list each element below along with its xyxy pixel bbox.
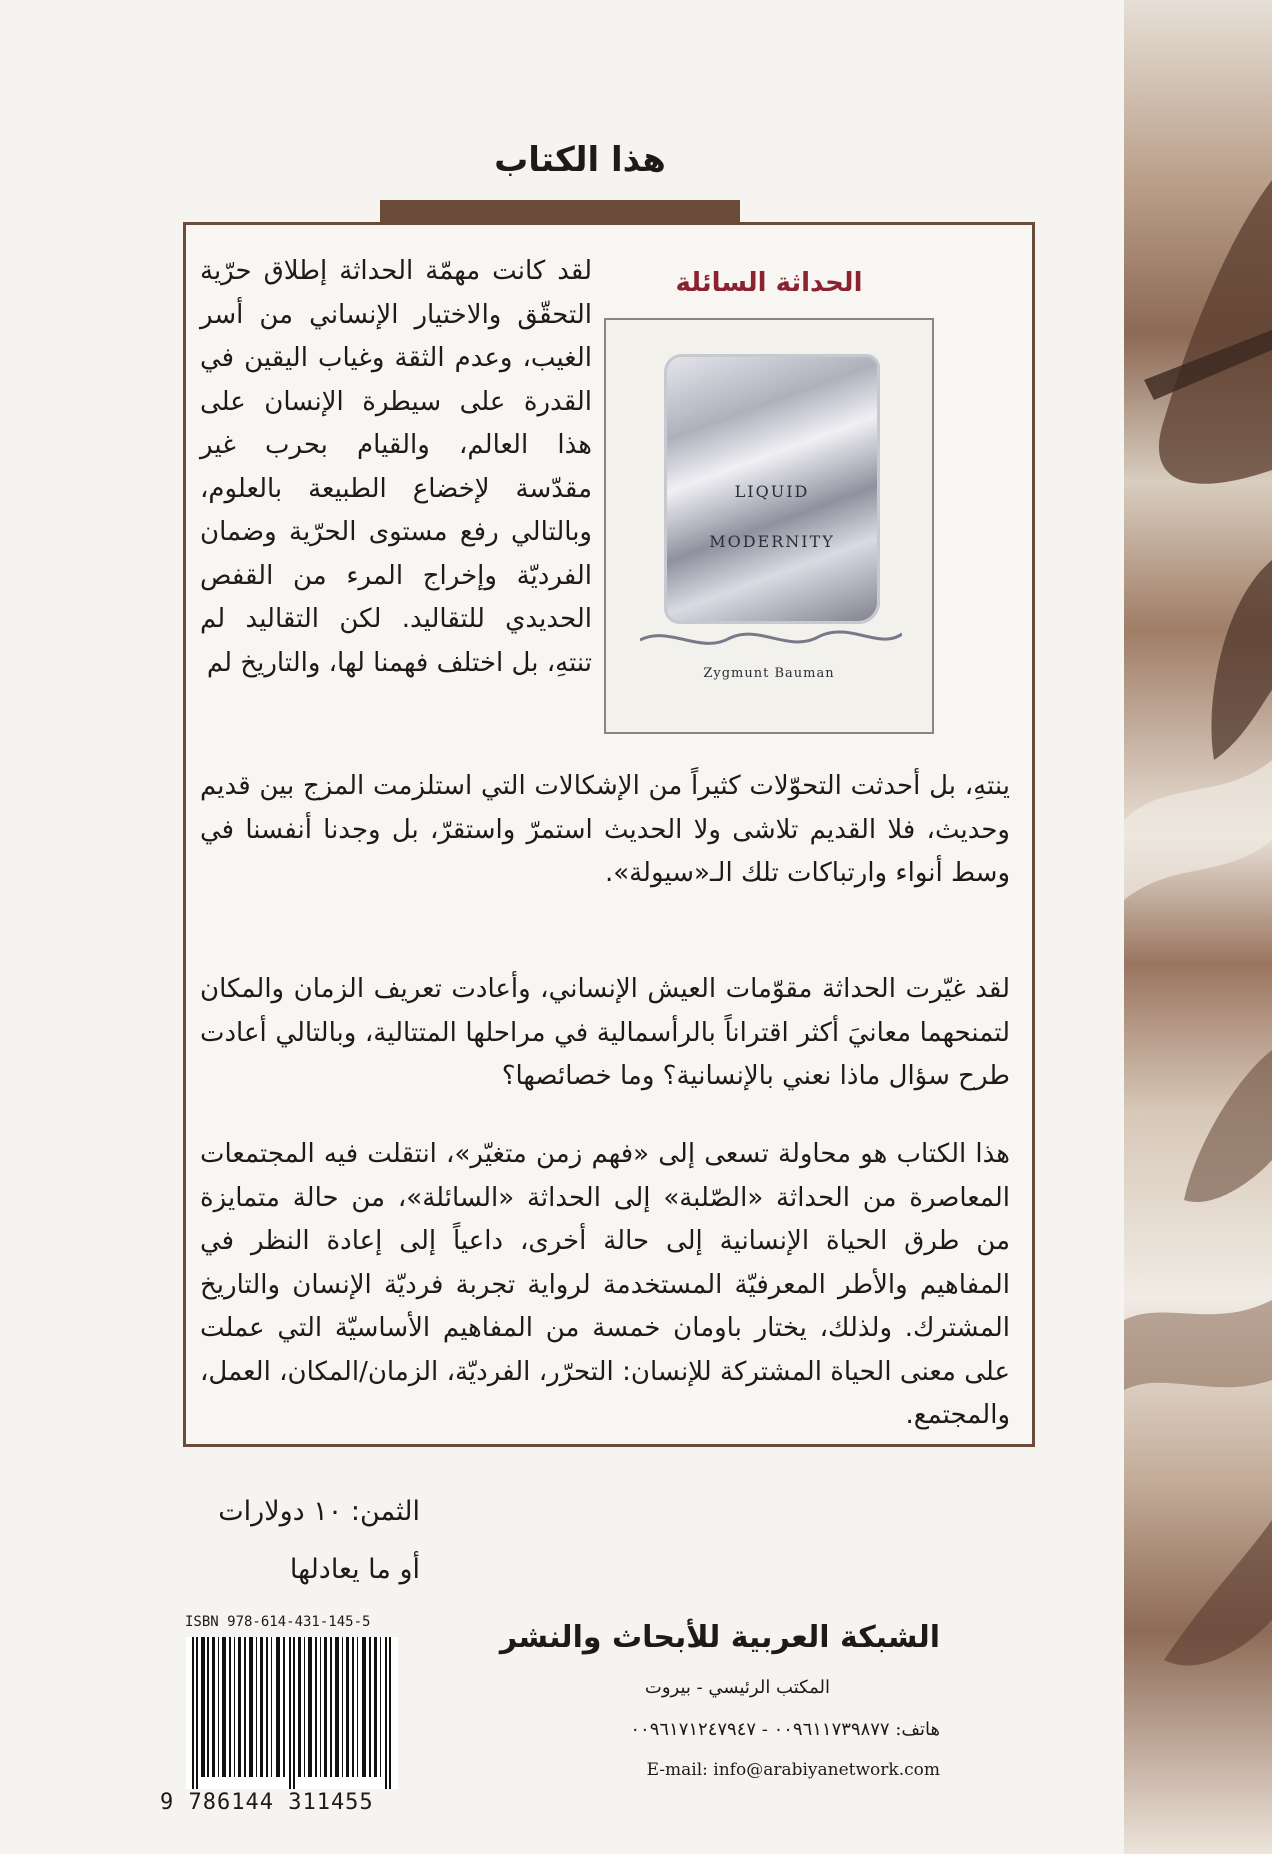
cover-english-title-line2: MODERNITY [709, 532, 835, 551]
publisher-office: المكتب الرئيسي - بيروت [644, 1677, 830, 1698]
cover-author: Zygmunt Bauman [703, 666, 835, 681]
cover-english-title-line1: LIQUID [734, 482, 810, 501]
cover-artwork-strip [1124, 0, 1272, 1854]
isbn-label: ISBN 978-614-431-145-5 [185, 1614, 371, 1630]
price-line: الثمن: ١٠ دولارات [218, 1496, 420, 1527]
barcode [186, 1637, 398, 1789]
artwork-illustration [1124, 0, 1272, 1854]
water-wave-illustration [640, 620, 902, 660]
price-equivalent-line: أو ما يعادلها [289, 1554, 420, 1585]
section-heading: هذا الكتاب [494, 140, 666, 180]
description-paragraph-1-part2: ينتهِ، بل أحدثت التحوّلات كثيراً من الإشكالات التي استلزمت المزج بين قديم وحديث، فلا القديم تلاشى ولا الحديث استمرّ واستقرّ، بل وجدنا أنفسنا في وسط أنواء وارتباكات تلك الـ«سيولة». [200, 771, 1010, 888]
description-paragraph-1-part1: لقد كانت مهمّة الحداثة إطلاق حرّية التحقّق والاختيار الإنساني من أسر الغيب، وعدم الثقة وغياب اليقين في القدرة على سيطرة الإنسان على هذا العالم، والقيام بحرب غير مقدّسة لإخضاع الطبيعة بالعلوم، وبالتالي رفع مستوى الحرّية وضمان الفرديّة وإخراج المرء من القفص الحديدي للتقاليد. لكن التقاليد لم تنتهِ، بل اختلف فهمنا لها، والتاريخ لم [200, 256, 592, 678]
book-cover-image [604, 318, 934, 734]
description-paragraph-2: لقد غيّرت الحداثة مقوّمات العيش الإنساني، وأعادت تعريف الزمان والمكان لتمنحهما معانيَ أكثر اقتراناً بالرأسمالية في مراحلها المتتالية، وبالتالي أعادت طرح سؤال ماذا نعني بالإنسانية؟ وما خصائصها؟ [200, 974, 1010, 1091]
publisher-phone: هاتف: ٠٠٩٦١١٧٣٩٨٧٧ - ٠٠٩٦١٧١٢٤٧٩٤٧ [630, 1719, 940, 1740]
cover-arabic-title: الحداثة السائلة [675, 268, 863, 298]
price-block [160, 1483, 420, 1599]
description-paragraph-3: هذا الكتاب هو محاولة تسعى إلى «فهم زمن متغيّر»، انتقلت فيه المجتمعات المعاصرة من الحداثة «الصّلبة» إلى الحداثة «السائلة»، من حالة متمايزة من طرق الحياة الإنسانية إلى حالة أخرى، داعياً إلى إعادة النظر في المفاهيم والأطر المعرفيّة المستخدمة لرواية تجربة فرديّة الإنسان والتاريخ المشترك. ولذلك، يختار باومان خمسة من المفاهيم الأساسيّة التي عملت على معنى الحياة المشتركة للإنسان: التحرّر، الفرديّة، الزمان/المكان، العمل، والمجتمع. [200, 1139, 1010, 1430]
barcode-digits: 9 786144 311455 [160, 1790, 374, 1815]
publisher-block [480, 1620, 940, 1780]
publisher-email: E-mail: info@arabiyanetwork.com [646, 1760, 940, 1780]
ice-block-illustration [664, 354, 880, 624]
publisher-name: الشبكة العربية للأبحاث والنشر [499, 1620, 940, 1655]
